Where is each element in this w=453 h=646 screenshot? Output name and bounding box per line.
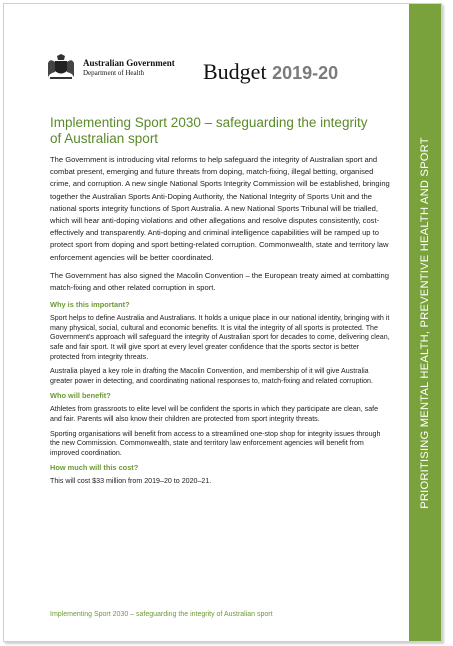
page-title: Implementing Sport 2030 – safeguarding the integrity of Australian sport (50, 115, 368, 146)
section-paragraph: This will cost $33 million from 2019–20 to 2020–21. (50, 477, 212, 486)
section-heading: Why is this important? (50, 300, 130, 310)
government-name: Australian Government (83, 58, 175, 68)
page-footer: Implementing Sport 2030 – safeguarding the integrity of Australian sport (50, 611, 273, 618)
budget-word: Budget (203, 59, 267, 84)
section-paragraph: Sport helps to define Australia and Australians. It holds a unique place in our national identity, bringing with it many physical, social, cultural and economic benefits. It is vital the integrity of all sports is protected. The Government's approach will safeguard the integrity of Australian sport for decades to come, delivering clean, safe and fair sport. It will give sport at every level greater confidence that the sports sector is better protected from integrity threats. (50, 314, 390, 361)
document-body (50, 154, 390, 492)
department-name: Department of Health (83, 69, 145, 77)
section-paragraph: Australia played a key role in drafting the Macolin Convention, and membership of it will give Australia greater power in detecting, and coordinating national responses to, match-fixing and related corruption. (50, 367, 373, 385)
intro-paragraph: The Government is introducing vital reforms to help safeguard the integrity of Australian sport and combat present, emerging and future threats from doping, match-fixing, illegal betting, organised crime, and corruption. A new single National Sports Integrity Commission will be established, bringing together the Australian Sports Anti-Doping Authority, the National Integrity of Sports Unit and the national sports integrity functions of Sport Australia. A new National Sports Tribunal will be trialled, which will hear anti-doping violations and other allegations and resolve disputes consistently, cost-effectively and transparently. Anti-doping and criminal intelligence capabilities will be ramped up to protect sport from doping and sport betting-related corruption. Commonwealth, state and territory law enforcement agencies will be better coordinated. (50, 155, 390, 262)
sidebar-title: PRIORITISING MENTAL HEALTH, PREVENTIVE HEALTH AND SPORT (419, 136, 431, 509)
section-paragraph: Sporting organisations will benefit from access to a streamlined one-stop shop for integrity issues through the new Commission. Commonwealth, state and territory law enforcement agencies will benefit from improved coordination. (50, 429, 381, 457)
section-paragraph: Athletes from grassroots to elite level will be confident the sports in which they participate are clean, safe and fair. Parents will also know their children are protected from sport integrity threats. (50, 405, 379, 423)
intro-paragraph: The Government has also signed the Macolin Convention – the European treaty aimed at combatting match-fixing and other related corruption in sport. (50, 270, 389, 293)
coat-of-arms-icon (46, 53, 76, 81)
budget-year: 2019-20 (272, 63, 339, 83)
budget-label (203, 59, 338, 85)
government-logo (46, 53, 176, 81)
section-heading: Who will benefit? (50, 391, 111, 401)
section-heading: How much will this cost? (50, 463, 139, 473)
document-page (3, 3, 442, 642)
sidebar-band (409, 4, 441, 641)
